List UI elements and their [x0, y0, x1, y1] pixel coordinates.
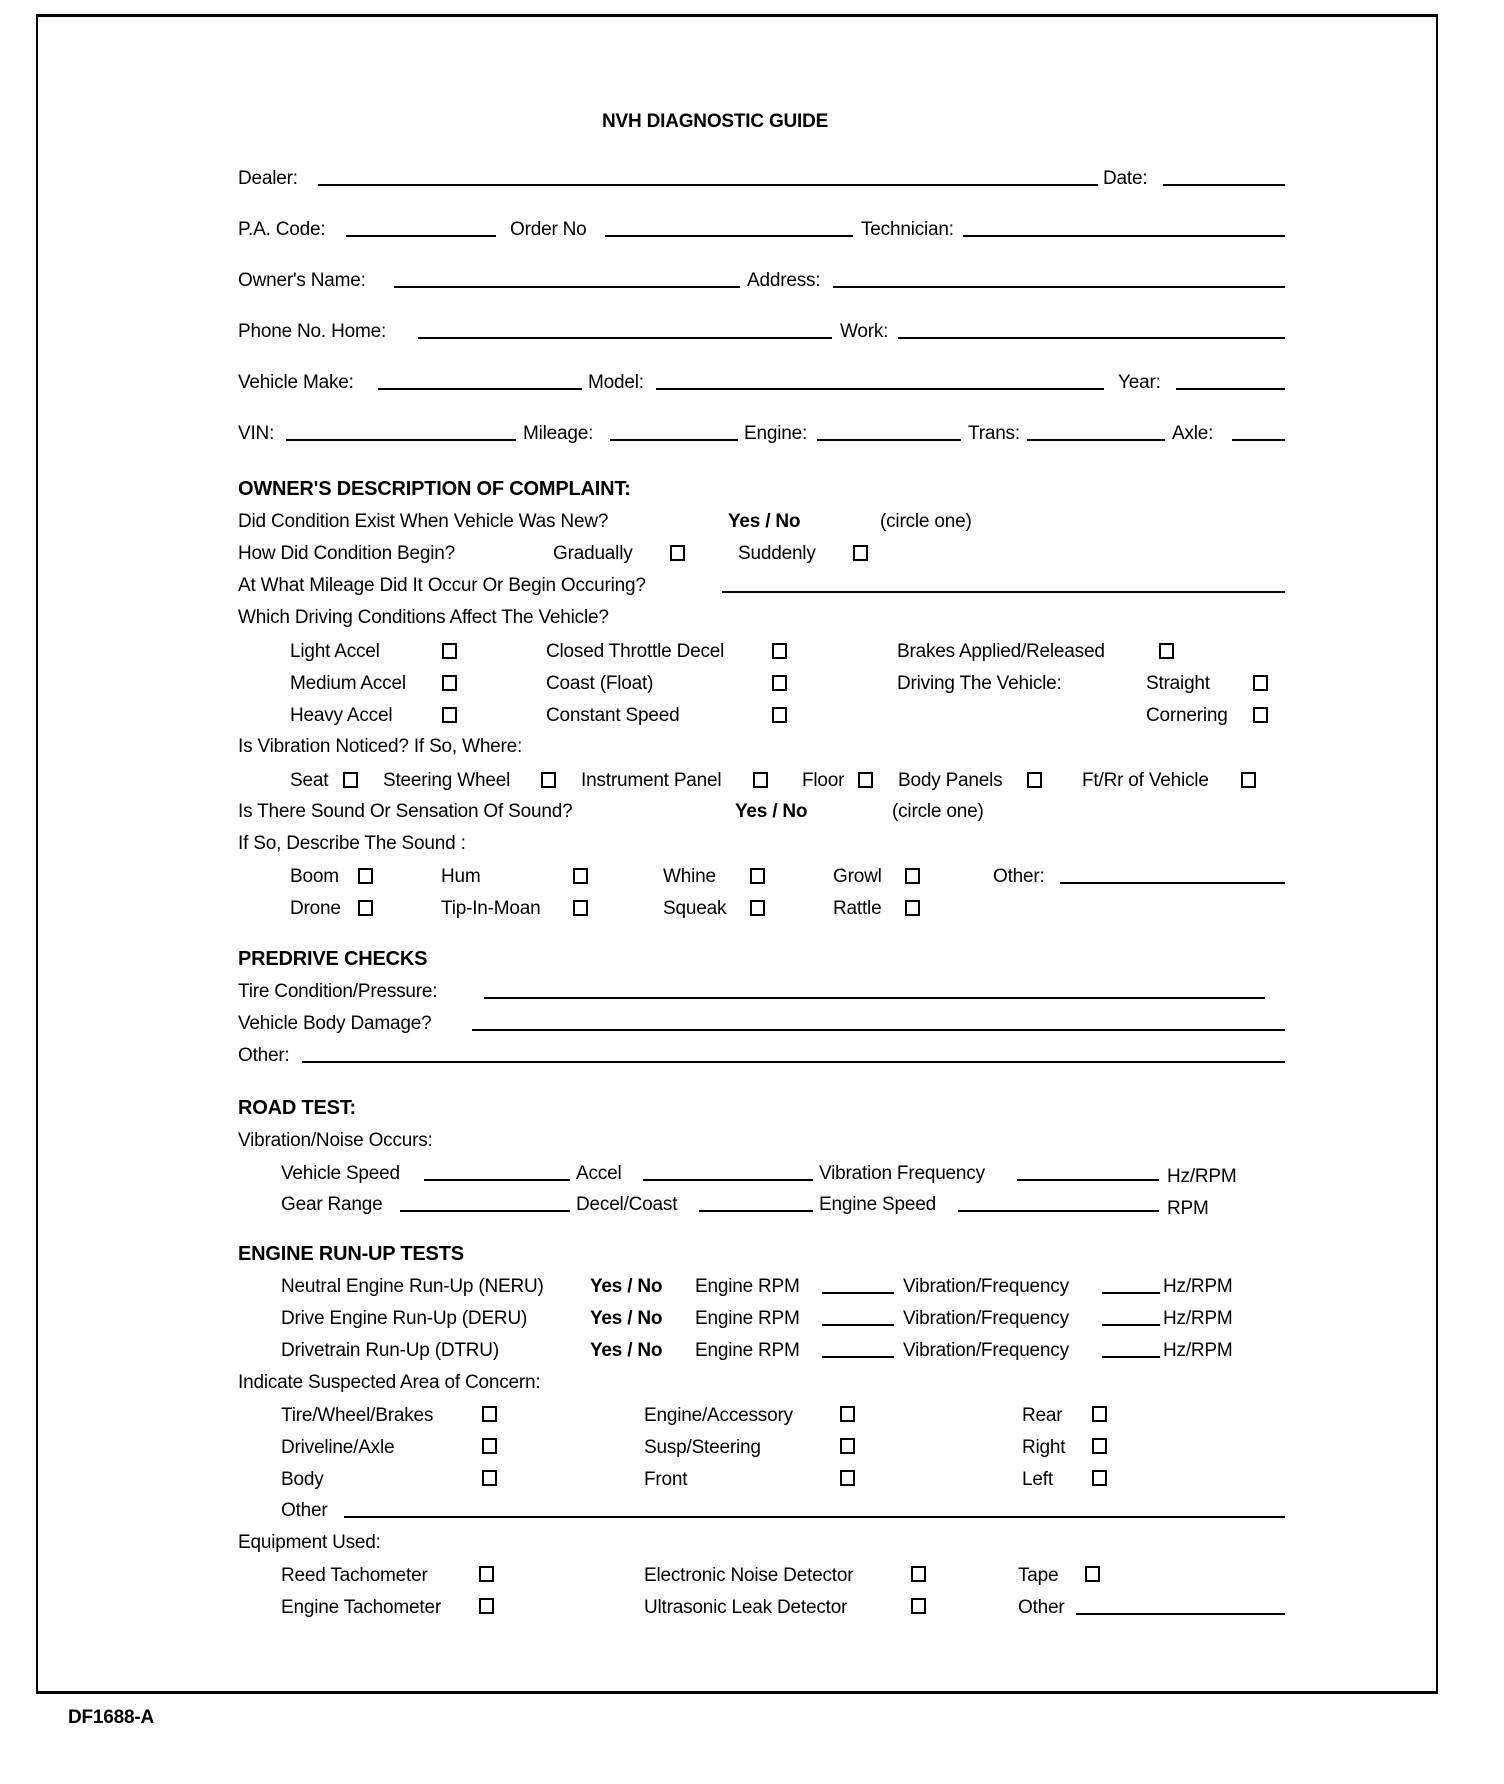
concern-rear-label: Rear	[1022, 1405, 1063, 1426]
concern-driveline-label: Driveline/Axle	[281, 1437, 395, 1458]
concern-other-label: Other	[281, 1500, 328, 1521]
equip-tape-label: Tape	[1018, 1565, 1059, 1586]
cond-constant-speed-checkbox[interactable]	[772, 707, 787, 723]
cond-medium-accel-checkbox[interactable]	[442, 675, 457, 691]
order-no-field[interactable]	[605, 235, 853, 237]
model-field[interactable]	[656, 388, 1104, 390]
dtru-freq-label: Vibration/Frequency	[903, 1340, 1069, 1361]
cond-brakes-checkbox[interactable]	[1159, 643, 1174, 659]
deru-yes-no[interactable]: Yes / No	[590, 1308, 663, 1329]
mileage-label: Mileage:	[523, 423, 594, 444]
cond-closed-throttle-checkbox[interactable]	[772, 643, 787, 659]
sound-other-field[interactable]	[1060, 882, 1285, 884]
vib-instrument-label: Instrument Panel	[581, 770, 722, 791]
cond-brakes-label: Brakes Applied/Released	[897, 641, 1105, 662]
equip-other-field[interactable]	[1076, 1613, 1285, 1615]
cond-cornering-label: Cornering	[1146, 705, 1228, 726]
cond-heavy-accel-checkbox[interactable]	[442, 707, 457, 723]
neru-freq-field[interactable]	[1102, 1292, 1160, 1294]
concern-right-checkbox[interactable]	[1092, 1438, 1107, 1454]
sound-growl-checkbox[interactable]	[905, 868, 920, 884]
gear-range-label: Gear Range	[281, 1194, 383, 1215]
year-field[interactable]	[1176, 388, 1285, 390]
equip-leak-detector-checkbox[interactable]	[911, 1598, 926, 1614]
address-field[interactable]	[833, 286, 1285, 288]
vib-body-panels-checkbox[interactable]	[1027, 772, 1042, 788]
engine-speed-label: Engine Speed	[819, 1194, 936, 1215]
accel-field[interactable]	[643, 1179, 813, 1181]
trans-field[interactable]	[1027, 439, 1165, 441]
concern-left-checkbox[interactable]	[1092, 1470, 1107, 1486]
gear-range-field[interactable]	[400, 1210, 570, 1212]
concern-engine-checkbox[interactable]	[840, 1406, 855, 1422]
equipment-heading: Equipment Used:	[238, 1532, 381, 1553]
predrive-heading: PREDRIVE CHECKS	[238, 948, 428, 970]
body-damage-field[interactable]	[472, 1029, 1285, 1031]
vib-steering-label: Steering Wheel	[383, 770, 511, 791]
sound-squeak-label: Squeak	[663, 898, 727, 919]
neru-yes-no[interactable]: Yes / No	[590, 1276, 663, 1297]
engine-label: Engine:	[744, 423, 808, 444]
vib-body-panels-label: Body Panels	[898, 770, 1003, 791]
concern-body-label: Body	[281, 1469, 324, 1490]
equip-noise-detector-label: Electronic Noise Detector	[644, 1565, 854, 1586]
neru-rpm-field[interactable]	[822, 1292, 894, 1294]
sound-boom-label: Boom	[290, 866, 339, 887]
concern-driveline-checkbox[interactable]	[482, 1438, 497, 1454]
vib-seat-checkbox[interactable]	[343, 772, 358, 788]
runup-heading: ENGINE RUN-UP TESTS	[238, 1243, 464, 1265]
vehicle-speed-label: Vehicle Speed	[281, 1163, 400, 1184]
tire-condition-label: Tire Condition/Pressure:	[238, 981, 438, 1002]
form-code: DF1688-A	[68, 1707, 155, 1728]
owner-name-field[interactable]	[394, 286, 740, 288]
predrive-other-field[interactable]	[302, 1061, 1285, 1063]
sound-tip-in-moan-checkbox[interactable]	[573, 900, 588, 916]
deru-label: Drive Engine Run-Up (DERU)	[281, 1308, 528, 1329]
cond-light-accel-label: Light Accel	[290, 641, 380, 662]
equip-noise-detector-checkbox[interactable]	[911, 1566, 926, 1582]
deru-freq-field[interactable]	[1102, 1324, 1160, 1326]
complaint-heading: OWNER'S DESCRIPTION OF COMPLAINT:	[238, 478, 631, 500]
vin-label: VIN:	[238, 423, 275, 444]
concern-right-label: Right	[1022, 1437, 1066, 1458]
vehicle-speed-field[interactable]	[424, 1179, 570, 1181]
concern-susp-checkbox[interactable]	[840, 1438, 855, 1454]
date-field[interactable]	[1163, 184, 1285, 186]
predrive-other-label: Other:	[238, 1045, 290, 1066]
cond-straight-label: Straight	[1146, 673, 1210, 694]
date-label: Date:	[1103, 168, 1148, 189]
vibration-noise-occurs-label: Vibration/Noise Occurs:	[238, 1130, 433, 1151]
q-describe-sound: If So, Describe The Sound :	[238, 833, 466, 854]
yes-no-new[interactable]: Yes / No	[728, 511, 801, 532]
vib-steering-checkbox[interactable]	[541, 772, 556, 788]
q-sound: Is There Sound Or Sensation Of Sound?	[238, 801, 573, 822]
concern-left-label: Left	[1022, 1469, 1053, 1490]
accel-label: Accel	[576, 1163, 622, 1184]
sound-other-label: Other:	[993, 866, 1045, 887]
deru-rpm-label: Engine RPM	[695, 1308, 800, 1329]
suddenly-label: Suddenly	[738, 543, 816, 564]
pa-code-field[interactable]	[346, 235, 496, 237]
yes-no-sound[interactable]: Yes / No	[735, 801, 808, 822]
deru-freq-label: Vibration/Frequency	[903, 1308, 1069, 1329]
equip-engine-tach-label: Engine Tachometer	[281, 1597, 441, 1618]
hz-rpm-unit: Hz/RPM	[1167, 1166, 1237, 1187]
sound-squeak-checkbox[interactable]	[750, 900, 765, 916]
deru-rpm-field[interactable]	[822, 1324, 894, 1326]
dtru-rpm-field[interactable]	[822, 1356, 894, 1358]
owner-name-label: Owner's Name:	[238, 270, 366, 291]
neru-unit: Hz/RPM	[1163, 1276, 1233, 1297]
dtru-label: Drivetrain Run-Up (DTRU)	[281, 1340, 499, 1361]
cond-straight-checkbox[interactable]	[1253, 675, 1268, 691]
deru-unit: Hz/RPM	[1163, 1308, 1233, 1329]
vib-ft-rr-label: Ft/Rr of Vehicle	[1082, 770, 1209, 791]
model-label: Model:	[588, 372, 644, 393]
technician-field[interactable]	[963, 235, 1285, 237]
driving-vehicle-label: Driving The Vehicle:	[897, 673, 1062, 694]
sound-boom-checkbox[interactable]	[358, 868, 373, 884]
suddenly-checkbox[interactable]	[853, 545, 868, 561]
equip-reed-tach-checkbox[interactable]	[479, 1566, 494, 1582]
dealer-label: Dealer:	[238, 168, 298, 189]
concern-other-field[interactable]	[344, 1516, 1285, 1518]
equip-other-label: Other	[1018, 1597, 1065, 1618]
sound-growl-label: Growl	[833, 866, 882, 887]
cond-light-accel-checkbox[interactable]	[442, 643, 457, 659]
equip-reed-tach-label: Reed Tachometer	[281, 1565, 428, 1586]
equip-tape-checkbox[interactable]	[1085, 1566, 1100, 1582]
dtru-rpm-label: Engine RPM	[695, 1340, 800, 1361]
neru-freq-label: Vibration/Frequency	[903, 1276, 1069, 1297]
cond-closed-throttle-label: Closed Throttle Decel	[546, 641, 725, 662]
concern-susp-label: Susp/Steering	[644, 1437, 761, 1458]
vibration-frequency-label: Vibration Frequency	[819, 1163, 985, 1184]
concern-engine-label: Engine/Accessory	[644, 1405, 793, 1426]
mileage-occur-field[interactable]	[722, 591, 1285, 593]
gradually-label: Gradually	[553, 543, 633, 564]
work-phone-field[interactable]	[898, 337, 1285, 339]
vib-floor-label: Floor	[802, 770, 845, 791]
cond-coast-checkbox[interactable]	[772, 675, 787, 691]
order-no-label: Order No	[510, 219, 587, 240]
concern-heading: Indicate Suspected Area of Concern:	[238, 1372, 541, 1393]
vehicle-make-label: Vehicle Make:	[238, 372, 354, 393]
cond-constant-speed-label: Constant Speed	[546, 705, 680, 726]
engine-speed-field[interactable]	[958, 1210, 1159, 1212]
vehicle-make-field[interactable]	[378, 388, 582, 390]
vib-ft-rr-checkbox[interactable]	[1241, 772, 1256, 788]
decel-coast-label: Decel/Coast	[576, 1194, 678, 1215]
sound-hum-label: Hum	[441, 866, 481, 887]
q-mileage: At What Mileage Did It Occur Or Begin Occuring?	[238, 575, 646, 596]
sound-whine-label: Whine	[663, 866, 716, 887]
tire-condition-field[interactable]	[484, 997, 1265, 999]
concern-rear-checkbox[interactable]	[1092, 1406, 1107, 1422]
technician-label: Technician:	[861, 219, 954, 240]
road-test-heading: ROAD TEST:	[238, 1097, 357, 1119]
year-label: Year:	[1118, 372, 1161, 393]
body-damage-label: Vehicle Body Damage?	[238, 1013, 432, 1034]
sound-hum-checkbox[interactable]	[573, 868, 588, 884]
concern-body-checkbox[interactable]	[482, 1470, 497, 1486]
sound-rattle-checkbox[interactable]	[905, 900, 920, 916]
phone-home-label: Phone No. Home:	[238, 321, 387, 342]
sound-drone-checkbox[interactable]	[358, 900, 373, 916]
pa-code-label: P.A. Code:	[238, 219, 326, 240]
dealer-field[interactable]	[318, 184, 1098, 186]
dtru-unit: Hz/RPM	[1163, 1340, 1233, 1361]
trans-label: Trans:	[968, 423, 1020, 444]
sound-rattle-label: Rattle	[833, 898, 882, 919]
concern-tire-checkbox[interactable]	[482, 1406, 497, 1422]
neru-rpm-label: Engine RPM	[695, 1276, 800, 1297]
q-vibration: Is Vibration Noticed? If So, Where:	[238, 736, 523, 757]
concern-front-checkbox[interactable]	[840, 1470, 855, 1486]
cond-cornering-checkbox[interactable]	[1253, 707, 1268, 723]
cond-heavy-accel-label: Heavy Accel	[290, 705, 393, 726]
decel-coast-field[interactable]	[699, 1210, 813, 1212]
phone-home-field[interactable]	[418, 337, 832, 339]
cond-coast-label: Coast (Float)	[546, 673, 654, 694]
vib-instrument-checkbox[interactable]	[753, 772, 768, 788]
sound-tip-in-moan-label: Tip-In-Moan	[441, 898, 541, 919]
axle-field[interactable]	[1232, 439, 1285, 441]
vib-seat-label: Seat	[290, 770, 329, 791]
neru-label: Neutral Engine Run-Up (NERU)	[281, 1276, 544, 1297]
axle-label: Axle:	[1172, 423, 1214, 444]
concern-tire-label: Tire/Wheel/Brakes	[281, 1405, 434, 1426]
vibration-frequency-field[interactable]	[1017, 1179, 1159, 1181]
q-condition-new: Did Condition Exist When Vehicle Was New?	[238, 511, 609, 532]
rpm-unit: RPM	[1167, 1198, 1209, 1219]
engine-field[interactable]	[817, 439, 961, 441]
equip-engine-tach-checkbox[interactable]	[479, 1598, 494, 1614]
concern-front-label: Front	[644, 1469, 688, 1490]
dtru-yes-no[interactable]: Yes / No	[590, 1340, 663, 1361]
page-title: NVH DIAGNOSTIC GUIDE	[602, 111, 829, 132]
gradually-checkbox[interactable]	[670, 545, 685, 561]
sound-whine-checkbox[interactable]	[750, 868, 765, 884]
cond-medium-accel-label: Medium Accel	[290, 673, 406, 694]
equip-leak-detector-label: Ultrasonic Leak Detector	[644, 1597, 848, 1618]
work-label: Work:	[840, 321, 889, 342]
q-condition-begin: How Did Condition Begin?	[238, 543, 455, 564]
vin-field[interactable]	[286, 439, 516, 441]
q-driving-conditions: Which Driving Conditions Affect The Vehicle?	[238, 607, 609, 628]
circle-one-note: (circle one)	[880, 511, 972, 532]
sound-drone-label: Drone	[290, 898, 341, 919]
vib-floor-checkbox[interactable]	[858, 772, 873, 788]
mileage-field[interactable]	[610, 439, 738, 441]
circle-one-note-2: (circle one)	[892, 801, 984, 822]
address-label: Address:	[747, 270, 821, 291]
dtru-freq-field[interactable]	[1102, 1356, 1160, 1358]
